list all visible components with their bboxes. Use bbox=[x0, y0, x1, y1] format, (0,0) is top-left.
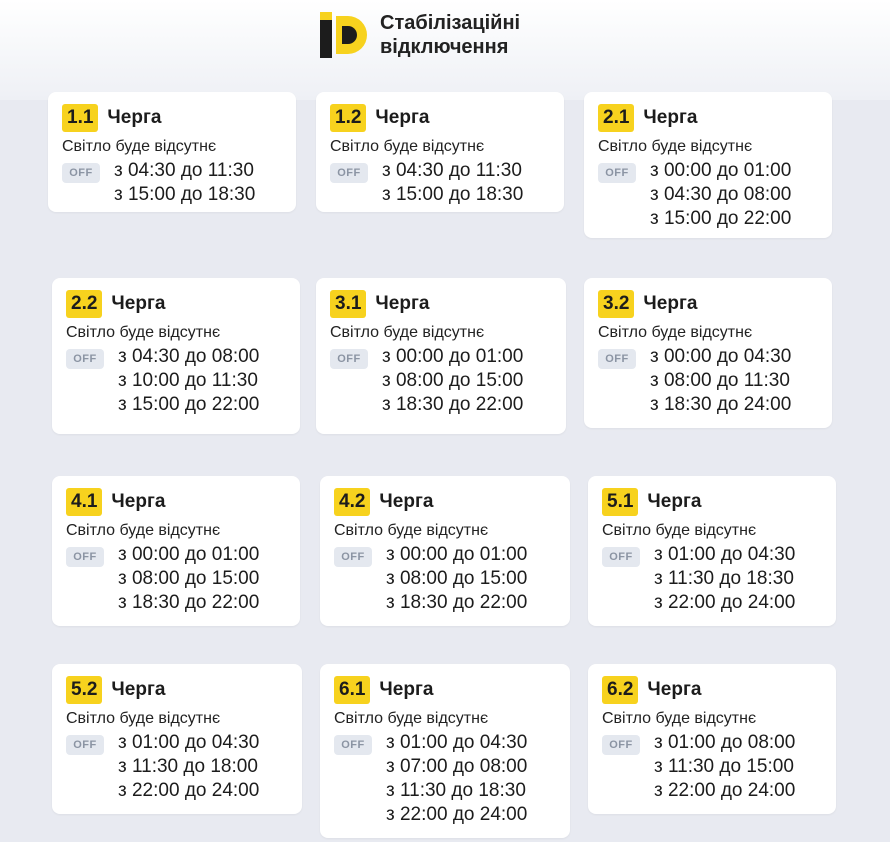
queue-number-badge: 2.2 bbox=[66, 290, 102, 318]
off-badge: OFF bbox=[330, 163, 368, 183]
status-text: Світло буде відсутнє bbox=[598, 138, 753, 155]
queue-label: Черга bbox=[647, 679, 702, 700]
outage-time-range: з 11:30 до 18:00 bbox=[118, 756, 258, 777]
outage-time-range: з 22:00 до 24:00 bbox=[654, 780, 796, 801]
outage-times bbox=[650, 159, 791, 231]
off-badge: OFF bbox=[598, 163, 636, 183]
outage-time-range: з 18:30 до 22:00 bbox=[386, 592, 528, 613]
status-text: Світло буде відсутнє bbox=[62, 138, 217, 155]
queue-label: Черга bbox=[375, 107, 430, 128]
outage-time-range: з 15:00 до 18:30 bbox=[382, 184, 524, 205]
queue-card-header bbox=[598, 290, 697, 318]
outage-times bbox=[382, 159, 523, 207]
status-text: Світло буде відсутнє bbox=[66, 522, 221, 539]
queue-card bbox=[584, 278, 832, 428]
outage-time-range: з 00:00 до 04:30 bbox=[650, 346, 792, 367]
outage-time-range: з 08:00 до 15:00 bbox=[386, 568, 528, 589]
queue-card-header bbox=[602, 488, 701, 516]
outage-times bbox=[386, 731, 527, 827]
status-text: Світло буде відсутнє bbox=[602, 522, 757, 539]
off-badge: OFF bbox=[602, 735, 640, 755]
queue-number-badge: 1.1 bbox=[62, 104, 98, 132]
outage-times bbox=[382, 345, 523, 417]
off-badge: OFF bbox=[330, 349, 368, 369]
queue-label: Черга bbox=[379, 491, 434, 512]
queue-card-header bbox=[66, 488, 165, 516]
outage-time-range: з 04:30 до 08:00 bbox=[118, 346, 260, 367]
queue-number-badge: 5.1 bbox=[602, 488, 638, 516]
queue-card bbox=[320, 476, 570, 626]
outage-time-range: з 01:00 до 04:30 bbox=[118, 732, 260, 753]
outage-time-range: з 18:30 до 24:00 bbox=[650, 394, 792, 415]
status-text: Світло буде відсутнє bbox=[334, 710, 489, 727]
off-badge: OFF bbox=[66, 735, 104, 755]
queue-number-badge: 2.1 bbox=[598, 104, 634, 132]
queue-number-badge: 3.1 bbox=[330, 290, 366, 318]
queue-number-badge: 6.2 bbox=[602, 676, 638, 704]
yellow-d-logo-icon bbox=[318, 10, 368, 60]
queue-label: Черга bbox=[111, 679, 166, 700]
queue-card-header bbox=[62, 104, 161, 132]
outage-time-range: з 08:00 до 15:00 bbox=[382, 370, 524, 391]
outage-time-range: з 04:30 до 08:00 bbox=[650, 184, 792, 205]
outage-time-range: з 00:00 до 01:00 bbox=[386, 544, 528, 565]
outage-time-range: з 22:00 до 24:00 bbox=[654, 592, 796, 613]
outage-time-range: з 01:00 до 04:30 bbox=[386, 732, 528, 753]
queue-card bbox=[320, 664, 570, 838]
queue-label: Черга bbox=[647, 491, 702, 512]
outage-times bbox=[654, 543, 795, 615]
queue-card bbox=[316, 278, 566, 434]
outage-times bbox=[118, 731, 259, 803]
outage-time-range: з 00:00 до 01:00 bbox=[650, 160, 792, 181]
outage-time-range: з 15:00 до 22:00 bbox=[650, 208, 792, 229]
queue-number-badge: 4.2 bbox=[334, 488, 370, 516]
outage-time-range: з 04:30 до 11:30 bbox=[382, 160, 522, 181]
status-text: Світло буде відсутнє bbox=[602, 710, 757, 727]
off-badge: OFF bbox=[62, 163, 100, 183]
queue-label: Черга bbox=[379, 679, 434, 700]
outage-time-range: з 10:00 до 11:30 bbox=[118, 370, 258, 391]
off-badge: OFF bbox=[66, 547, 104, 567]
queue-label: Черга bbox=[643, 107, 698, 128]
status-text: Світло буде відсутнє bbox=[330, 324, 485, 341]
queue-card-header bbox=[330, 290, 429, 318]
outage-time-range: з 01:00 до 08:00 bbox=[654, 732, 796, 753]
outage-times bbox=[118, 345, 259, 417]
outage-time-range: з 18:30 до 22:00 bbox=[382, 394, 524, 415]
queue-label: Черга bbox=[643, 293, 698, 314]
off-badge: OFF bbox=[66, 349, 104, 369]
outage-time-range: з 11:30 до 18:30 bbox=[654, 568, 794, 589]
outage-time-range: з 00:00 до 01:00 bbox=[382, 346, 524, 367]
off-badge: OFF bbox=[334, 735, 372, 755]
queue-number-badge: 1.2 bbox=[330, 104, 366, 132]
outage-time-range: з 11:30 до 18:30 bbox=[386, 780, 526, 801]
status-text: Світло буде відсутнє bbox=[330, 138, 485, 155]
outage-times bbox=[114, 159, 255, 207]
page-title-line2: відключення bbox=[380, 36, 509, 58]
queue-card bbox=[588, 476, 836, 626]
queue-label: Черга bbox=[107, 107, 162, 128]
outage-time-range: з 08:00 до 15:00 bbox=[118, 568, 260, 589]
outage-times bbox=[118, 543, 259, 615]
page-title-line1: Стабілізаційні bbox=[380, 12, 521, 34]
outage-time-range: з 11:30 до 15:00 bbox=[654, 756, 794, 777]
outage-time-range: з 18:30 до 22:00 bbox=[118, 592, 260, 613]
queue-card-header bbox=[602, 676, 701, 704]
queue-card-header bbox=[334, 488, 433, 516]
off-badge: OFF bbox=[334, 547, 372, 567]
queue-card-header bbox=[66, 290, 165, 318]
queue-number-badge: 5.2 bbox=[66, 676, 102, 704]
outage-time-range: з 22:00 до 24:00 bbox=[118, 780, 260, 801]
outage-time-range: з 15:00 до 18:30 bbox=[114, 184, 256, 205]
queue-label: Черга bbox=[111, 491, 166, 512]
off-badge: OFF bbox=[598, 349, 636, 369]
queue-number-badge: 6.1 bbox=[334, 676, 370, 704]
outage-time-range: з 07:00 до 08:00 bbox=[386, 756, 528, 777]
queue-card bbox=[52, 476, 300, 626]
status-text: Світло буде відсутнє bbox=[598, 324, 753, 341]
queue-card-header bbox=[598, 104, 697, 132]
queue-card bbox=[316, 92, 564, 212]
outage-time-range: з 01:00 до 04:30 bbox=[654, 544, 796, 565]
status-text: Світло буде відсутнє bbox=[66, 710, 221, 727]
status-text: Світло буде відсутнє bbox=[66, 324, 221, 341]
queue-card bbox=[48, 92, 296, 212]
outage-time-range: з 00:00 до 01:00 bbox=[118, 544, 260, 565]
page-header bbox=[318, 10, 520, 60]
queue-number-badge: 3.2 bbox=[598, 290, 634, 318]
queue-card bbox=[584, 92, 832, 238]
queue-card-header bbox=[330, 104, 429, 132]
queue-card-header bbox=[66, 676, 165, 704]
queue-label: Черга bbox=[111, 293, 166, 314]
outage-times bbox=[650, 345, 791, 417]
outage-times bbox=[654, 731, 795, 803]
queue-card bbox=[52, 278, 300, 434]
queue-label: Черга bbox=[375, 293, 430, 314]
queue-number-badge: 4.1 bbox=[66, 488, 102, 516]
outage-time-range: з 08:00 до 11:30 bbox=[650, 370, 790, 391]
queue-card-header bbox=[334, 676, 433, 704]
outage-time-range: з 04:30 до 11:30 bbox=[114, 160, 254, 181]
outage-time-range: з 15:00 до 22:00 bbox=[118, 394, 260, 415]
off-badge: OFF bbox=[602, 547, 640, 567]
outage-times bbox=[386, 543, 527, 615]
queue-card bbox=[52, 664, 302, 814]
queue-card bbox=[588, 664, 836, 814]
outage-time-range: з 22:00 до 24:00 bbox=[386, 804, 528, 825]
status-text: Світло буде відсутнє bbox=[334, 522, 489, 539]
